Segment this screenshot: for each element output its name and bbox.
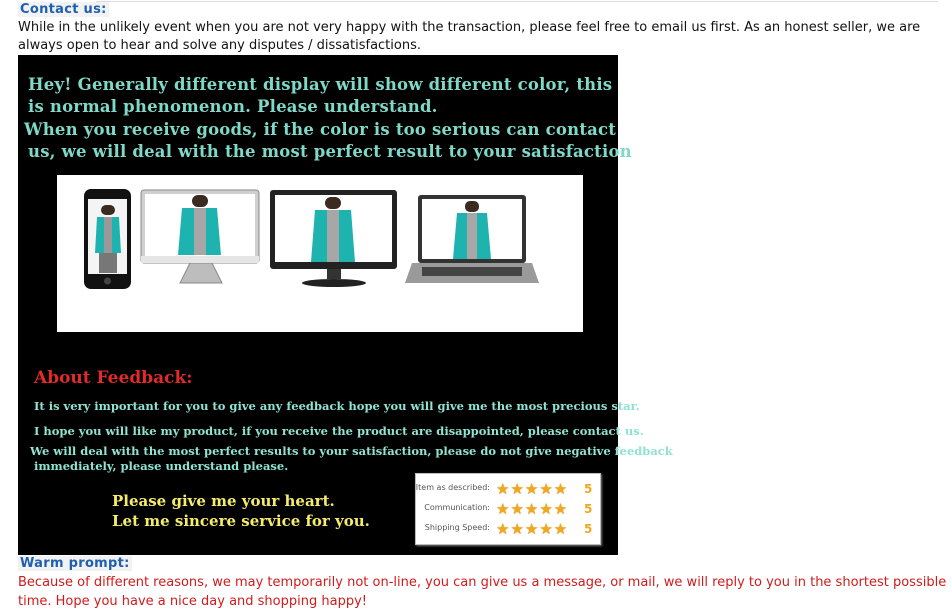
top-divider: [96, 1, 938, 2]
rating-row: [416, 481, 600, 497]
seller-rating-card: [415, 473, 601, 545]
contact-heading: Contact us:: [20, 2, 107, 17]
rating-row: [416, 501, 600, 517]
phone-icon: [84, 189, 131, 289]
star-rating-icon: ★★★★★: [496, 520, 569, 538]
device-color-illustration: [57, 175, 583, 332]
rating-label: Communication:: [424, 503, 490, 512]
feedback-line-2: I hope you will like my product, if you receive the product are disappointed, please contact us.: [34, 424, 644, 438]
banner-line-1: Hey! Generally different display will show different color, this: [28, 75, 613, 94]
warm-prompt-heading: Warm prompt:: [20, 556, 130, 571]
devices-svg: [57, 175, 583, 332]
laptop-icon: [405, 195, 539, 283]
heart-line-1: Please give me your heart.: [112, 492, 335, 510]
desktop-monitor-icon: [141, 190, 259, 283]
star-rating-icon: ★★★★★: [496, 500, 569, 518]
rating-label: Item as described:: [415, 483, 490, 492]
banner-line-4: us, we will deal with the most perfect result to your satisfaction: [28, 142, 632, 161]
info-banner-image: [18, 55, 673, 555]
rating-score: 5: [584, 522, 593, 536]
rating-score: 5: [584, 502, 593, 516]
contact-paragraph: While in the unlikely event when you are not very happy with the transaction, please feel free to email us first. As an honest seller, we are always open to hear and solve any disputes / dissatisfactions.: [18, 20, 921, 53]
widescreen-monitor-icon: [270, 190, 397, 287]
feedback-line-4: immediately, please understand please.: [34, 459, 289, 473]
rating-label: Shipping Speed:: [424, 523, 490, 532]
star-rating-icon: ★★★★★: [496, 480, 569, 498]
banner-line-3: When you receive goods, if the color is too serious can contact: [24, 120, 617, 139]
rating-row: [416, 521, 600, 537]
warm-prompt-paragraph: Because of different reasons, we may temporarily not on-line, you can give us a message, or mail, we will reply to you in the shortest possible time. Hope you have a nice day and shopping happy!: [18, 575, 947, 609]
feedback-title: About Feedback:: [34, 368, 193, 388]
banner-line-2: is normal phenomenon. Please understand.: [28, 97, 438, 116]
feedback-line-3: We will deal with the most perfect results to your satisfaction, please do not give negative feedback: [30, 444, 673, 458]
rating-score: 5: [584, 482, 593, 496]
feedback-line-1: It is very important for you to give any feedback hope you will give me the most precious star.: [34, 399, 640, 413]
heart-line-2: Let me sincere service for you.: [112, 512, 370, 530]
